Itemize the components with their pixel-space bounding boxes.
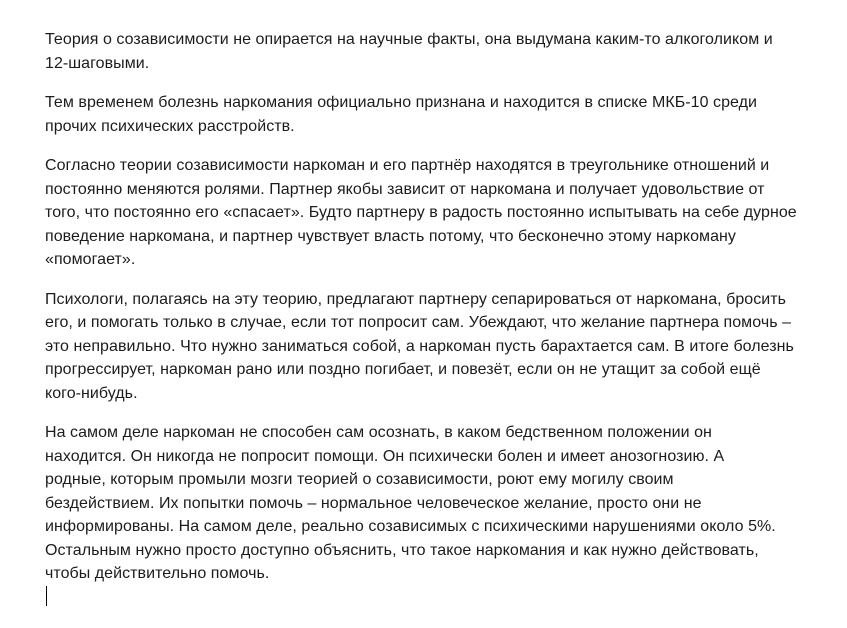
text-line: это неправильно. Что нужно заниматься собой, а наркоман пусть барахтается сам. В итоге болезнь (45, 337, 794, 355)
paragraph-1 (45, 28, 830, 75)
last-text-line (45, 562, 830, 606)
text-line: кого-нибудь. (45, 384, 138, 402)
text-line: родные, которым промыли мозги теорией о созависимости, роют ему могилу своим (45, 471, 674, 488)
document-body[interactable] (45, 28, 830, 622)
text-line: Теория о созависимости не опирается на научные факты, она выдумана каким-то алкоголиком и (45, 31, 773, 48)
paragraph-2 (45, 91, 830, 138)
paragraph-3 (45, 154, 830, 272)
text-line: постоянно меняются ролями. Партнер якобы зависит от наркомана и получает удовольствие от (45, 180, 765, 198)
text-line: Остальным нужно просто доступно объяснить, что такое наркомания и как нужно действовать, (45, 541, 759, 559)
text-line: его, и помогать только в случае, если тот попросит сам. Убеждают, что желание партнера помочь – (45, 314, 792, 331)
text-line: поведение наркомана, и партнер чувствует власть потому, что бесконечно этому наркоману (45, 227, 736, 245)
text-line: информированы. На самом деле, реально созависимых с психическими нарушениями около 5%. (45, 518, 776, 535)
text-line-content: чтобы действительно помочь. (45, 565, 270, 582)
text-cursor (46, 586, 47, 606)
text-line: «помогает». (45, 251, 136, 268)
text-line: Психологи, полагаясь на эту теорию, предлагают партнеру сепарироваться от наркомана, бросить (45, 290, 787, 308)
text-line: Тем временем болезнь наркомания официально признана и находится в списке МКБ-10 среди (45, 94, 758, 111)
text-line: прочих психических расстройств. (45, 117, 295, 135)
paragraph-4 (45, 288, 830, 406)
text-line: На самом деле наркоман не способен сам осознать, в каком бедственном положении он (45, 424, 712, 441)
text-line: находится. Он никогда не попросит помощи. Он психически болен и имеет анозогнозию. А (45, 447, 725, 465)
text-line: Согласно теории созависимости наркоман и его партнёр находятся в треугольнике отношений и (45, 157, 770, 174)
text-line: бездействием. Их попытки помочь – нормальное человеческое желание, просто они не (45, 494, 702, 512)
text-line: 12-шаговыми. (45, 54, 150, 72)
text-line: того, что постоянно его «спасает». Будто партнеру в радость постоянно испытывать на себе дурное (45, 204, 797, 221)
text-line: прогрессирует, наркоман рано или поздно погибает, и повезёт, если он не утащит за собой ещё (45, 361, 761, 378)
paragraph-5 (45, 421, 830, 606)
